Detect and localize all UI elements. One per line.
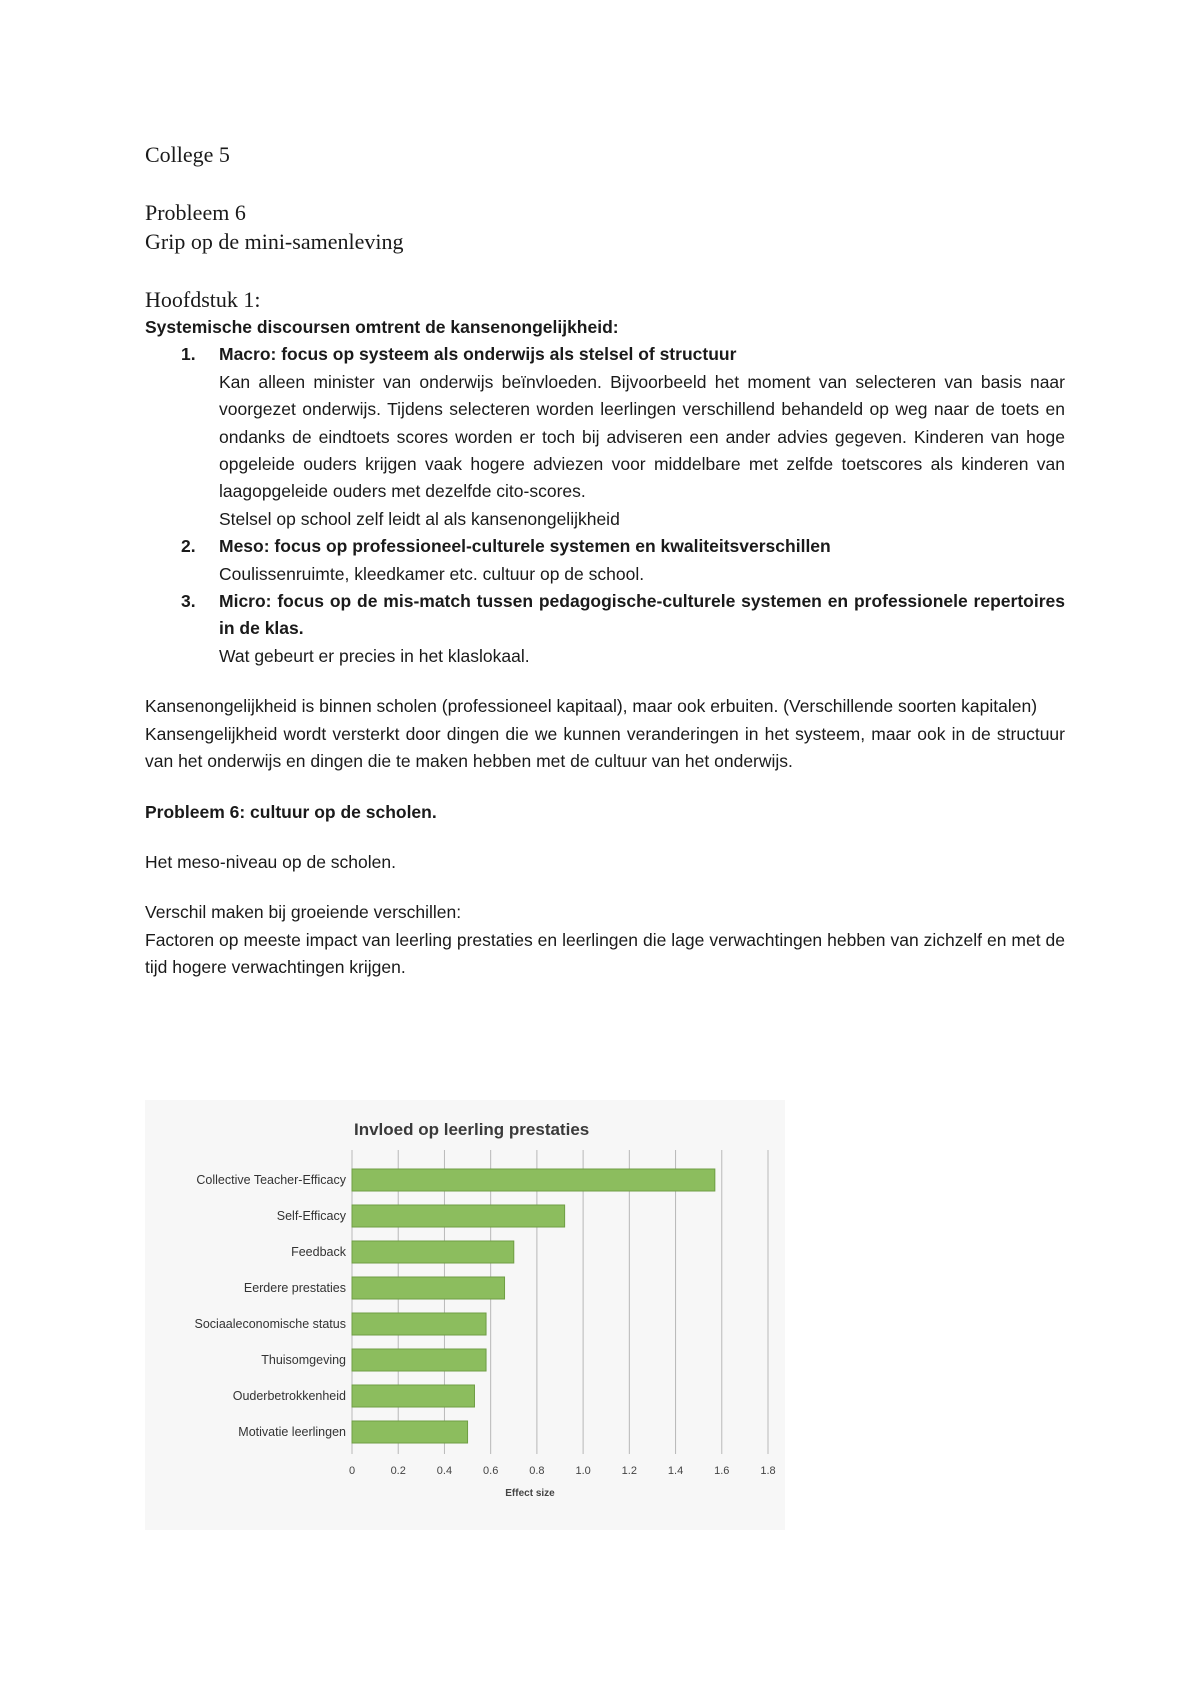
x-axis-label: Effect size [505, 1488, 555, 1499]
section-title: Systemische discoursen omtrent de kansenongelijkheid: [145, 317, 619, 337]
category-label: Feedback [291, 1245, 346, 1259]
level-number: 1. [181, 344, 196, 365]
level-body: Wat gebeurt er precies in het klaslokaal. [219, 645, 530, 666]
bar [352, 1277, 505, 1299]
x-tick-label: 1.4 [667, 1465, 684, 1477]
level-item-micro [145, 588, 1065, 670]
x-tick-label: 0.4 [436, 1465, 453, 1477]
category-label: Sociaaleconomische status [194, 1317, 346, 1331]
subtitle: Grip op de mini-samenleving [145, 229, 404, 254]
paragraph-kansengelijkheid: Kansengelijkheid wordt versterkt door dingen die we kunnen veranderingen in het systeem, maar ook in de structuur van het onderwijs en dingen die te maken hebben met de cultuur van het onderwijs. [145, 723, 1065, 772]
level-item-meso [145, 533, 1065, 588]
bar [352, 1205, 565, 1227]
level-title: Micro: focus op de mis-match tussen pedagogische-culturele systemen en professionele repertoires in de klas. [219, 591, 1065, 639]
bar [352, 1169, 715, 1191]
bar [352, 1421, 468, 1443]
x-tick-label: 1.6 [714, 1465, 730, 1477]
category-label: Eerdere prestaties [243, 1281, 346, 1295]
level-number: 2. [181, 536, 196, 557]
probleem-title: Probleem 6 [145, 200, 246, 225]
level-body: Kan alleen minister van onderwijs beïnvloeden. Bijvoorbeeld het moment van selecteren van basis naar voorgezet onderwijs. Tijdens selecteren worden leerlingen verschillend behandeld op weg naar de toets en ondanks de eindtoets scores worden er toch bij adviseren een ander advies gegeven. Kinderen van hoge opgeleide ouders krijgen vaak hogere adviezen voor middelbare met zelfde toetscores als kinderen van laagopgeleide ouders met dezelfde cito-scores. [219, 371, 1065, 502]
bar [352, 1349, 486, 1371]
effect-size-chart [145, 1100, 785, 1530]
bar [352, 1313, 486, 1335]
x-tick-label: 0.8 [529, 1465, 545, 1477]
college-title: College 5 [145, 142, 230, 167]
level-number: 3. [181, 591, 196, 612]
category-label: Self-Efficacy [276, 1209, 346, 1223]
level-title: Macro: focus op systeem als onderwijs als stelsel of structuur [219, 344, 737, 365]
x-tick-label: 0.2 [390, 1465, 406, 1477]
level-item-macro [145, 341, 1065, 533]
category-label: Collective Teacher-Efficacy [196, 1173, 346, 1187]
verschil-line: Verschil maken bij groeiende verschillen: [145, 902, 462, 923]
category-label: Thuisomgeving [261, 1353, 346, 1367]
probleem6-heading: Probleem 6: cultuur op de scholen. [145, 801, 437, 822]
category-label: Ouderbetrokkenheid [232, 1389, 346, 1403]
chart-title: Invloed op leerling prestaties [354, 1120, 590, 1139]
category-label: Motivatie leerlingen [238, 1425, 346, 1439]
bar [352, 1241, 514, 1263]
x-tick-label: 1.0 [575, 1465, 591, 1477]
level-extra: Stelsel op school zelf leidt al als kansenongelijkheid [219, 508, 620, 529]
chapter-heading: Hoofdstuk 1: [145, 287, 261, 312]
x-tick-label: 1.2 [621, 1465, 637, 1477]
paragraph-kansenongelijkheid: Kansenongelijkheid is binnen scholen (professioneel kapitaal), maar ook erbuiten. (Verschillende soorten kapitalen) [145, 696, 1038, 717]
document-page [145, 140, 1065, 982]
levels-list [145, 341, 1065, 670]
factoren-line: Factoren op meeste impact van leerling prestaties en leerlingen die lage verwachtingen hebben van zichzelf en met de tijd hogere verwachtingen krijgen. [145, 929, 1065, 978]
level-body: Coulissenruimte, kleedkamer etc. cultuur op de school. [219, 563, 645, 584]
meso-line: Het meso-niveau op de scholen. [145, 851, 396, 872]
x-tick-label: 0 [348, 1465, 356, 1477]
x-tick-label: 1.8 [760, 1465, 776, 1477]
x-tick-label: 0.6 [483, 1465, 499, 1477]
level-title: Meso: focus op professioneel-culturele systemen en kwaliteitsverschillen [219, 536, 831, 557]
bar-chart-svg [145, 1100, 785, 1530]
bar [352, 1385, 474, 1407]
